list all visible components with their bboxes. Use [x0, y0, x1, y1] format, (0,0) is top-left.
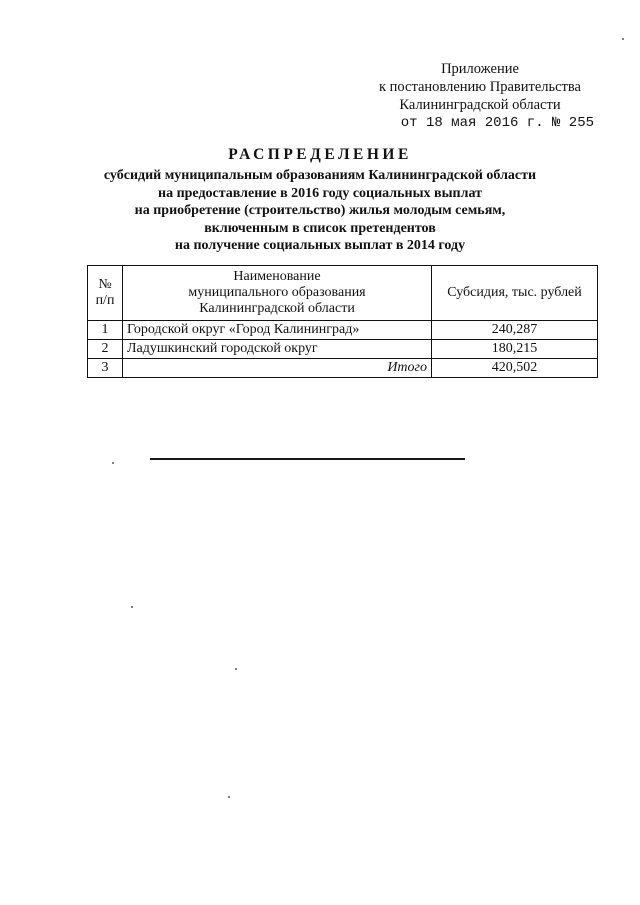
title-heading: РАСПРЕДЕЛЕНИЕ [228, 146, 412, 163]
row-municipality: Ладушкинский городской округ [123, 340, 432, 359]
total-subsidy: 420,502 [432, 359, 598, 378]
total-label: Итого [123, 359, 432, 378]
header-number-line-2: п/п [95, 293, 115, 308]
distribution-table [87, 265, 598, 378]
row-subsidy: 240,287 [432, 321, 598, 340]
scan-speck [112, 462, 114, 464]
row-number: 1 [88, 321, 123, 340]
scan-speck [228, 796, 230, 798]
header-municipality-line-1: Наименование [233, 269, 321, 284]
header-municipality-line-2: муниципального образования [188, 285, 366, 300]
table-header-row [88, 266, 598, 321]
title-line-4: включенным в список претендентов [204, 220, 436, 236]
title-line-1: субсидий муниципальным образованиям Калининградской области [103, 168, 537, 183]
appendix-block [360, 60, 600, 132]
appendix-line-1: Приложение [441, 61, 519, 77]
document-title [40, 146, 600, 255]
header-number [88, 266, 123, 321]
scan-speck [622, 38, 624, 40]
row-municipality: Городской округ «Город Калининград» [123, 321, 432, 340]
title-line-5: на получение социальных выплат в 2014 году [174, 238, 466, 253]
title-line-2: на предоставление в 2016 году социальных выплат [158, 185, 482, 201]
scan-speck [131, 606, 133, 608]
header-municipality-line-3: Калининградской области [199, 301, 355, 316]
title-line-3: на приобретение (строительство) жилья молодым семьям, [134, 203, 506, 218]
header-number-line-1: № [98, 277, 112, 292]
header-municipality [123, 266, 432, 321]
table-row [88, 321, 598, 340]
appendix-line-3: Калининградской области [399, 97, 561, 113]
appendix-line-2: к постановлению Правительства [379, 79, 581, 95]
total-number: 3 [88, 359, 123, 378]
row-subsidy: 180,215 [432, 340, 598, 359]
scan-speck [235, 668, 237, 670]
table-total-row [88, 359, 598, 378]
row-number: 2 [88, 340, 123, 359]
header-subsidy: Субсидия, тыс. рублей [432, 266, 598, 321]
closing-rule [150, 458, 465, 460]
table-row [88, 340, 598, 359]
appendix-reference: от 18 мая 2016 г. № 255 [400, 115, 594, 131]
